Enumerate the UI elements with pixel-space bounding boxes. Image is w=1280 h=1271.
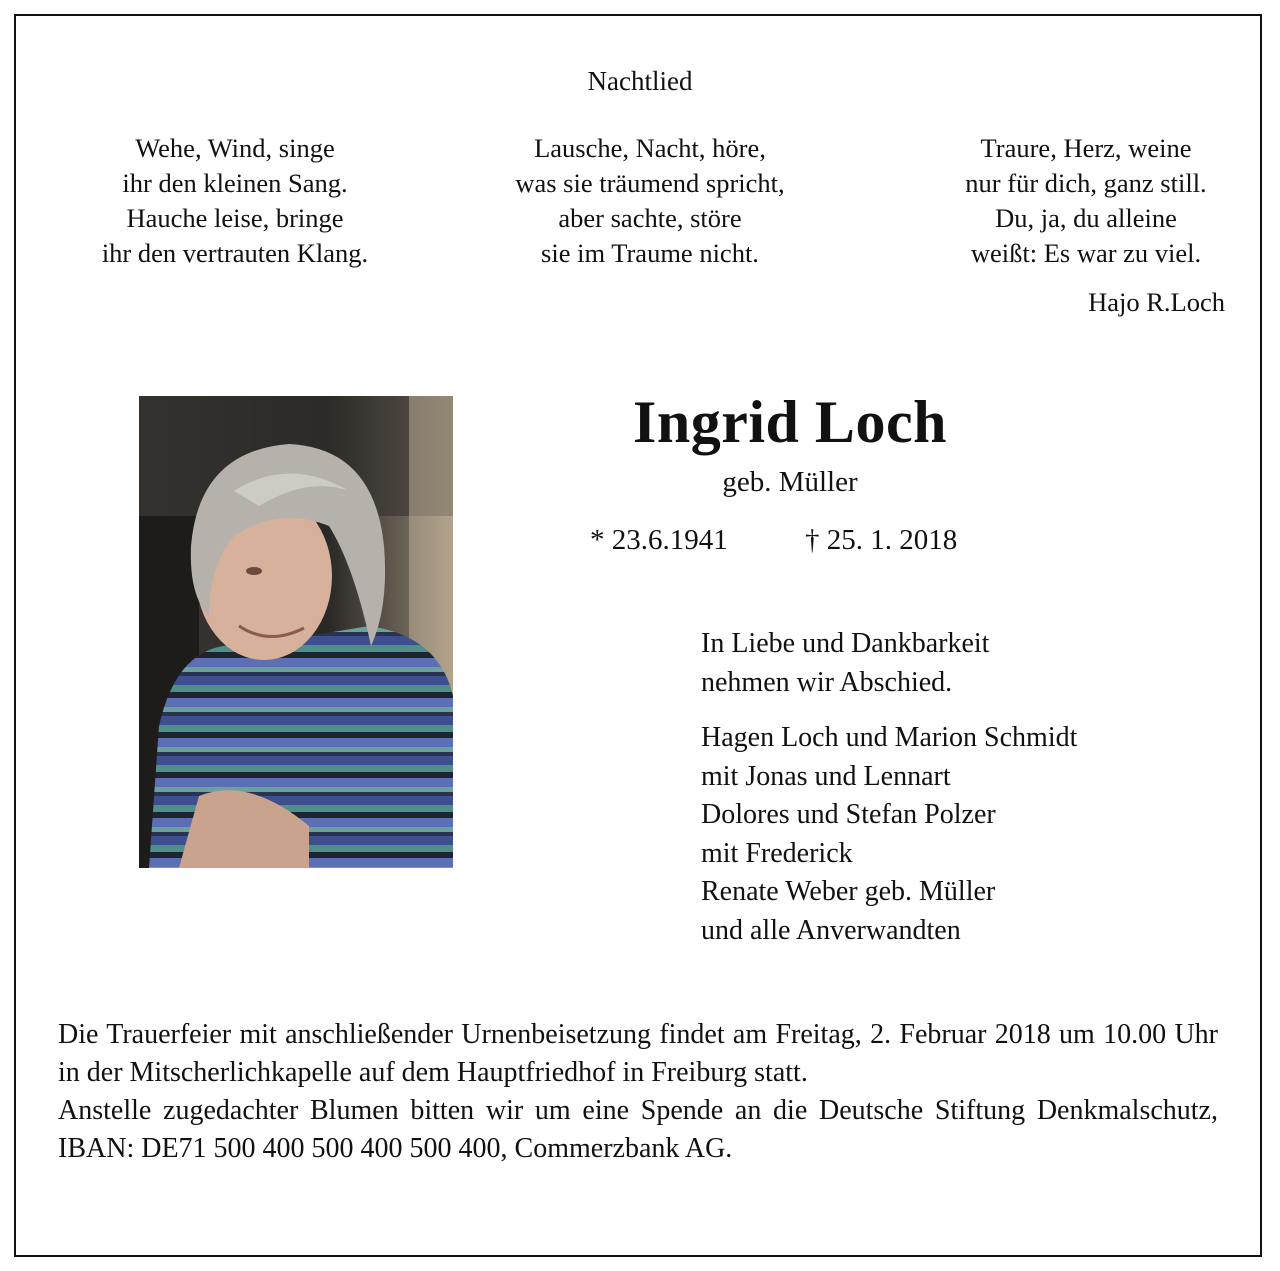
- birth-date: * 23.6.1941: [590, 524, 728, 556]
- poem-line: weißt: Es war zu viel.: [970, 238, 1202, 268]
- deceased-name: Ingrid Loch: [633, 389, 947, 455]
- poem-line: aber sachte, störe: [558, 203, 742, 233]
- death-date: † 25. 1. 2018: [805, 524, 958, 556]
- maiden-name: geb. Müller: [722, 466, 858, 498]
- poem-stanza-1: [45, 131, 425, 271]
- poem-line: nur für dich, ganz still.: [965, 168, 1207, 198]
- portrait-photo-illustration: [139, 396, 453, 868]
- poem-author: Hajo R.Loch: [1088, 287, 1225, 317]
- mourner-line: Hagen Loch und Marion Schmidt: [701, 722, 1078, 753]
- ceremony-notice: [58, 1016, 1218, 1168]
- farewell-line: In Liebe und Dankbarkeit: [701, 628, 990, 659]
- poem-line: Lausche, Nacht, höre,: [534, 133, 766, 163]
- farewell-text: [701, 624, 989, 702]
- portrait-photo: [139, 396, 453, 868]
- mourners-list: [701, 719, 1077, 950]
- poem-line: ihr den vertrauten Klang.: [101, 238, 369, 268]
- poem-stanza-2: [455, 131, 845, 271]
- poem-stanza-3: [905, 131, 1267, 271]
- poem-title: Nachtlied: [587, 66, 693, 96]
- donation-paragraph: Anstelle zugedachter Blumen bitten wir um eine Spende an die Deutsche Stiftung Denkmalschutz, IBAN: DE71 500 400 500 400 500 400, Commerzbank AG.: [58, 1095, 1218, 1164]
- mourner-line: und alle Anverwandten: [701, 914, 961, 946]
- farewell-line: nehmen wir Abschied.: [701, 667, 953, 698]
- poem-line: Wehe, Wind, singe: [135, 133, 335, 163]
- mourner-line: mit Frederick: [701, 837, 853, 869]
- poem-line: Du, ja, du alleine: [995, 203, 1177, 233]
- poem-line: Hauche leise, bringe: [126, 203, 344, 233]
- mourner-line: Dolores und Stefan Polzer: [701, 799, 996, 830]
- poem-line: was sie träumend spricht,: [515, 168, 785, 198]
- poem-line: ihr den kleinen Sang.: [122, 168, 348, 198]
- mourner-line: Renate Weber geb. Müller: [701, 876, 996, 907]
- poem-line: Traure, Herz, weine: [980, 133, 1192, 163]
- mourner-line: mit Jonas und Lennart: [701, 760, 951, 792]
- ceremony-paragraph: Die Trauerfeier mit anschließender Urnenbeisetzung findet am Freitag, 2. Februar 2018 um 10.00 Uhr in der Mitscherlichkapelle auf dem Hauptfriedhof in Freiburg statt.: [58, 1019, 1218, 1088]
- poem-line: sie im Traume nicht.: [541, 238, 759, 268]
